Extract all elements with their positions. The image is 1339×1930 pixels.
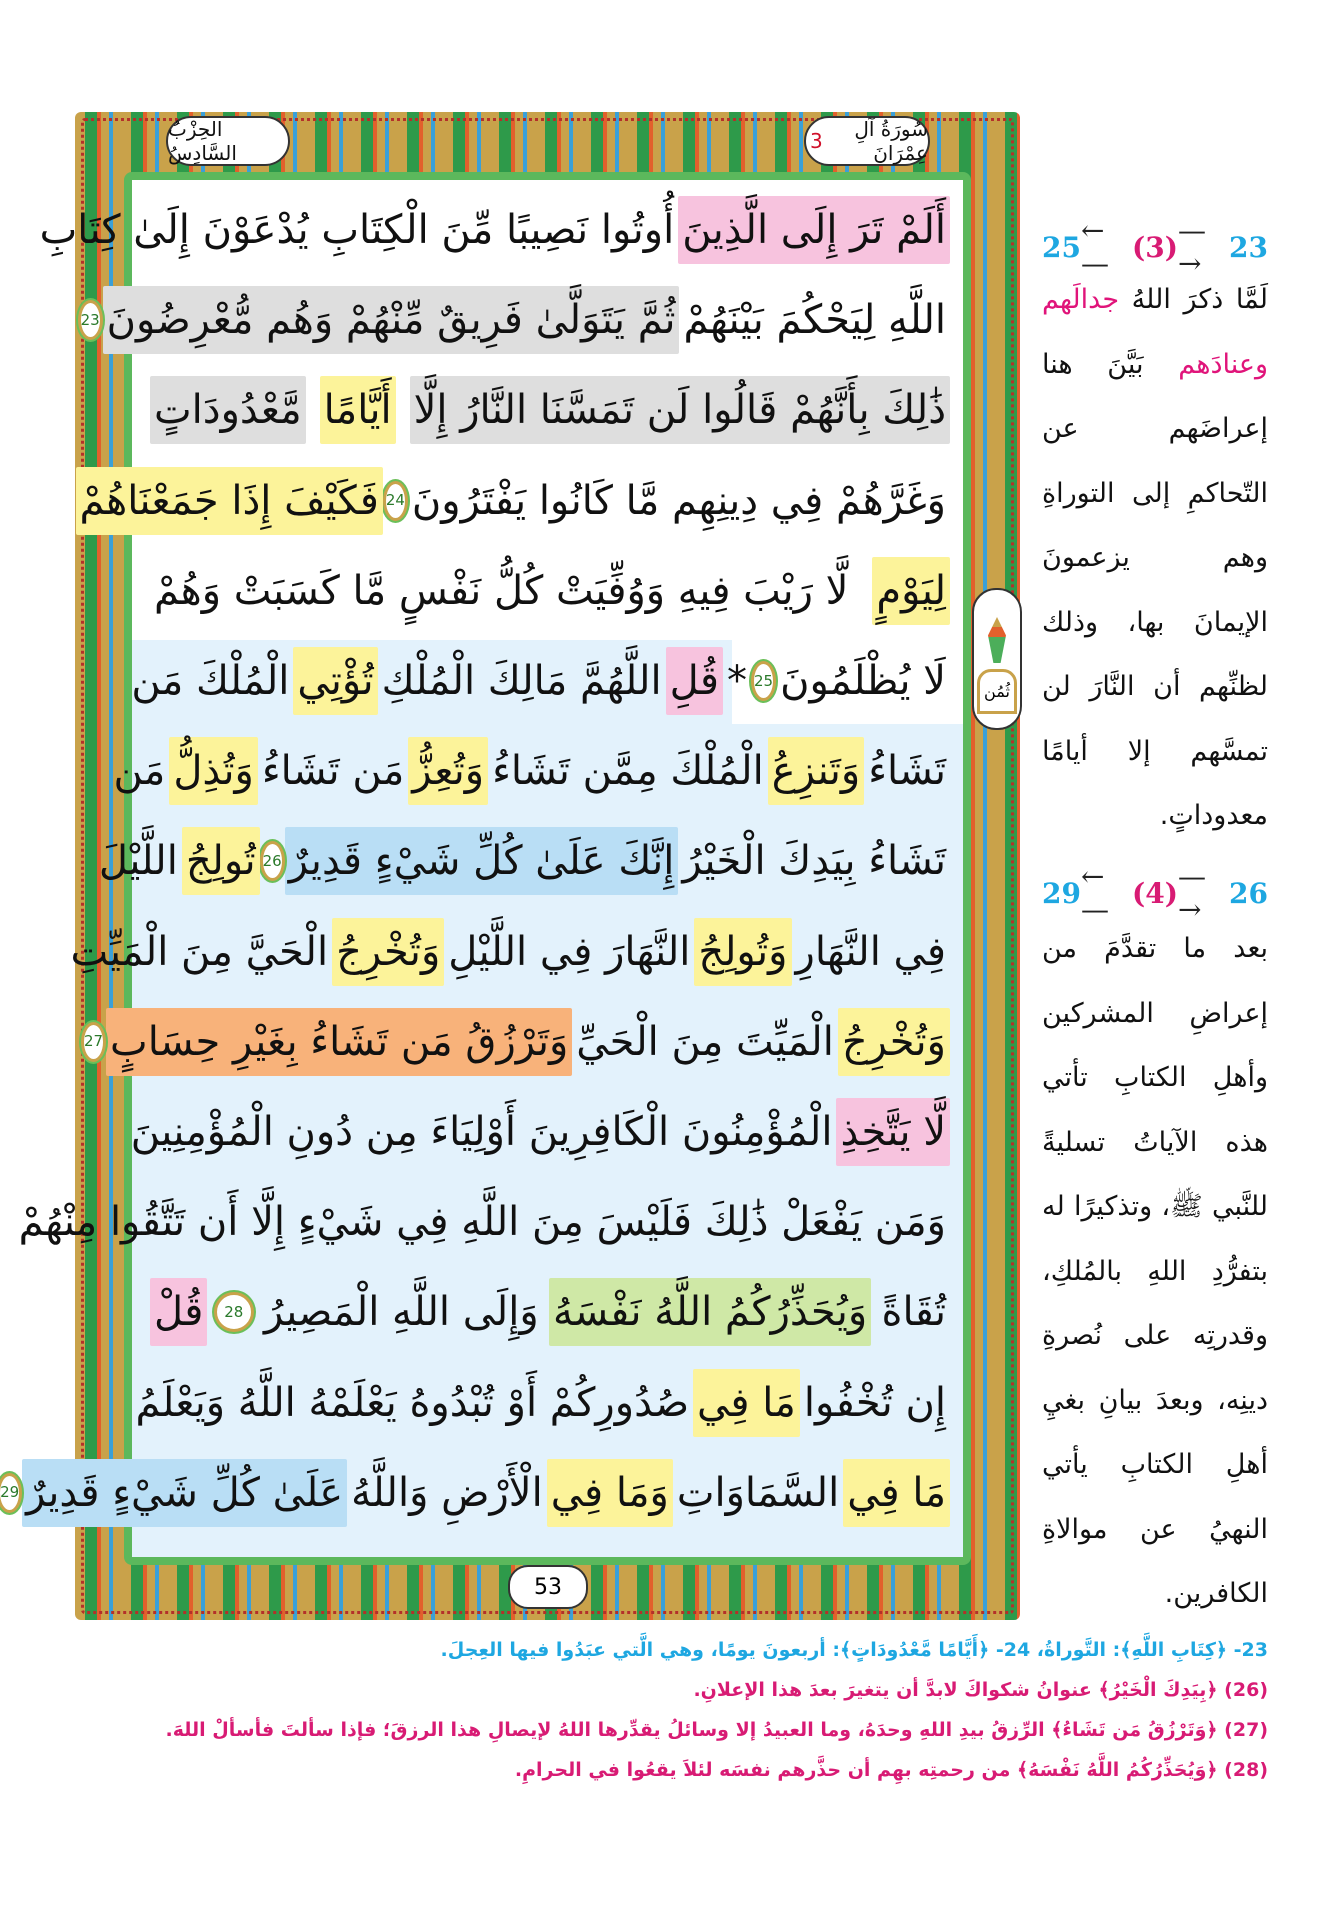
thumn-label: ثُمُن: [977, 669, 1017, 714]
tafsir-text-segment: معدوداتٍ.: [1159, 800, 1268, 831]
highlighted-phrase: أَيَّامًا: [320, 376, 396, 444]
verse-line: [18, 1177, 950, 1267]
ayah-number-marker: 26: [260, 841, 285, 881]
tafsir-line: [1042, 1240, 1268, 1305]
highlighted-phrase: وَتَنزِعُ: [768, 737, 864, 805]
footnote: (28) ﴿وَيُحَذِّرُكُمُ اللَّهُ نَفْسَهُ﴾ من رحمتِه بهِم أن حذَّرهم نفسَه لئلاَ يقعُوا في الحرامِ.: [514, 1759, 1268, 1781]
tafsir-line: [1042, 591, 1268, 656]
tafsir-line: [1042, 720, 1268, 785]
tafsir-text-segment: لَمَّا ذكرَ اللهُ: [1119, 284, 1268, 315]
verse-line: [113, 726, 950, 816]
highlighted-phrase: عَلَىٰ كُلِّ شَيْءٍ قَدِيرٌ: [22, 1459, 347, 1527]
verse-text: الْحَيَّ مِنَ الْمَيِّتِ: [70, 928, 329, 975]
tafsir-text-segment: إعراضِ المشركين: [1042, 997, 1268, 1029]
tafsir-text-segment: الكافرين.: [1164, 1578, 1268, 1609]
ayah-number-marker: 25: [751, 661, 776, 701]
highlighted-phrase: ثُمَّ يَتَوَلَّىٰ فَرِيقٌ مِّنْهُمْ وَهُم مُّعْرِضُونَ: [103, 286, 680, 354]
highlighted-phrase: ذَٰلِكَ بِأَنَّهُمْ قَالُوا لَن تَمَسَّنَا النَّارُ إِلَّا: [410, 376, 950, 444]
highlighted-phrase: قُلْ: [150, 1278, 207, 1346]
verse-text: وَغَرَّهُمْ فِي دِينِهِم مَّا كَانُوا يَفْتَرُونَ: [411, 477, 946, 524]
highlighted-phrase: وَتُذِلُّ: [169, 737, 258, 805]
highlighted-phrase: مَا فِي: [843, 1459, 950, 1527]
tafsir-line: [1042, 655, 1268, 720]
range-from: 26: [1229, 876, 1268, 910]
hizb-label: الحِزْبُ السَّادِسُ: [168, 117, 237, 165]
tafsir-text-segment: أهلِ الكتابِ يأتي: [1042, 1449, 1268, 1480]
sura-label-oval: [804, 116, 930, 166]
tafsir-line: [1042, 397, 1268, 462]
range-from: 23: [1229, 230, 1268, 264]
tafsir-text-segment: النهيُ عن موالاةِ: [1042, 1513, 1268, 1545]
footnote: (27) ﴿وَتَرْزُقُ مَن تَشَاءُ﴾ الرِّزقُ بيدِ اللهِ وحدَهُ، وما العبيدُ إلا وسائلُ يقدِّرها اللهُ لإيصالِ هذا الرزقَ؛ فإذا سألتَ فأسألْ اللهَ.: [165, 1719, 1268, 1741]
highlighted-phrase: أَلَمْ تَرَ إِلَى الَّذِينَ: [678, 196, 950, 264]
highlighted-phrase: وَتُعِزُّ: [408, 737, 488, 805]
tafsir-text-segment: بَيَّنَ هنا: [1042, 348, 1179, 380]
verse-line: [135, 1357, 950, 1447]
arrow-icon: ←—: [1080, 860, 1109, 926]
tafsir-text-segment: وقدرتِه على نُصرةِ: [1042, 1320, 1268, 1351]
range-to: 29: [1042, 876, 1081, 910]
verse-text: الْأَرْضِ وَاللَّهُ: [351, 1469, 543, 1516]
ayah-number-marker: 23: [78, 300, 103, 340]
footnote: (26) ﴿بِيَدِكَ الْخَيْرُ﴾ عنوانُ شكواكَ لابدَّ أن يتغيرَ بعدَ هذا الإعلانِ.: [693, 1679, 1268, 1701]
hizb-label-oval: [166, 116, 290, 166]
highlighted-phrase: وَتُخْرِجُ: [838, 1008, 950, 1076]
verse-text: صُدُورِكُمْ أَوْ تُبْدُوهُ يَعْلَمْهُ اللَّهُ وَيَعْلَمُ: [135, 1379, 690, 1426]
tafsir-line: [1042, 462, 1268, 527]
tafsir-text: [1042, 917, 1268, 1627]
verse-line: [39, 185, 950, 275]
verse-text: *: [727, 658, 748, 705]
verse-text: تُقَاةً: [881, 1289, 946, 1336]
highlighted-phrase: قُلِ: [666, 647, 723, 715]
highlighted-phrase: لِيَوْمٍ: [872, 557, 950, 625]
emphasized-word: جدالَهم: [1042, 284, 1120, 315]
verse-text: السَّمَاوَاتِ: [676, 1469, 840, 1516]
highlighted-phrase: فَكَيْفَ إِذَا جَمَعْنَاهُمْ: [76, 467, 383, 535]
tafsir-text-segment: دينِه، وبعدَ بيانِ بغيِ: [1042, 1384, 1268, 1416]
verse-line: [150, 365, 950, 455]
range-group: (3): [1132, 230, 1178, 264]
tafsir-text-segment: للنَّبي ﷺ، وتذكيرًا له: [1042, 1191, 1268, 1222]
tafsir-line: [1042, 982, 1268, 1047]
quran-text: [0, 185, 950, 1538]
sura-name: سُورَةُ آلِ عِمْرَانَ: [854, 117, 928, 165]
highlighted-phrase: وَيُحَذِّرُكُمُ اللَّهُ نَفْسَهُ: [549, 1278, 871, 1346]
tafsir-line: [1042, 1111, 1268, 1176]
tafsir-text-segment: وأهلِ الكتابِ تأتي: [1042, 1062, 1268, 1093]
tafsir-text-segment: بتفرُّدِ اللهِ بالمُلكِ،: [1042, 1255, 1268, 1287]
highlighted-phrase: تُولِجُ: [182, 827, 260, 895]
tafsir-text-segment: لظنِّهم أن النَّارَ لن: [1042, 671, 1268, 702]
verse-line: [130, 1087, 950, 1177]
tafsir-text-segment: وهم يزعمونَ: [1042, 542, 1268, 573]
verse-text: لَّا رَيْبَ فِيهِ وَوُفِّيَتْ كُلُّ نَفْسٍ مَّا كَسَبَتْ وَهُمْ: [154, 567, 849, 614]
tafsir-text-segment: بعد ما تقدَّمَ من: [1042, 933, 1268, 964]
tafsir-line: [1042, 268, 1268, 333]
verse-text: وَإِلَى اللَّهِ الْمَصِيرُ: [264, 1289, 539, 1336]
verse-text: فِي النَّهَارِ: [795, 928, 946, 975]
ornament-icon: [988, 617, 1006, 663]
tafsir-line: [1042, 1175, 1268, 1240]
tafsir-line: [1042, 1304, 1268, 1369]
verse-text: اللَّيْلَ: [98, 838, 178, 885]
highlighted-phrase: وَتُولِجُ: [694, 918, 791, 986]
highlighted-phrase: مَا فِي: [693, 1369, 800, 1437]
tafsir-text-segment: تمسَّهم إلا أيامًا: [1042, 735, 1268, 767]
verse-line: [98, 816, 950, 906]
verse-text: مَن تَشَاءُ: [261, 748, 405, 795]
verse-text: الْمُؤْمِنُونَ الْكَافِرِينَ أَوْلِيَاءَ مِن دُونِ الْمُؤْمِنِينَ: [130, 1108, 833, 1155]
verse-line: [83, 997, 950, 1087]
ayah-number-marker: 24: [383, 481, 408, 521]
tafsir-line: [1042, 1498, 1268, 1563]
verse-line: [150, 546, 950, 636]
verse-line: [150, 1267, 950, 1357]
highlighted-phrase: وَتَرْزُقُ مَن تَشَاءُ بِغَيْرِ حِسَابٍ: [106, 1008, 572, 1076]
verse-text: تَشَاءُ: [868, 748, 946, 795]
tafsir-text: [1042, 268, 1268, 849]
verse-text: اللَّهِ لِيَحْكُمَ بَيْنَهُمْ: [683, 297, 946, 344]
tafsir-line: [1042, 1562, 1268, 1627]
tafsir-line: [1042, 1369, 1268, 1434]
verse-text: الْمُلْكَ مَن: [131, 658, 290, 705]
tafsir-line: [1042, 784, 1268, 849]
tafsir-line: [1042, 333, 1268, 398]
range-to: 25: [1042, 230, 1081, 264]
highlighted-phrase: وَمَا فِي: [547, 1459, 673, 1527]
page-number: 53: [508, 1565, 588, 1609]
verse-text: أُوتُوا نَصِيبًا مِّنَ الْكِتَابِ يُدْعَوْنَ إِلَىٰ كِتَابِ: [39, 207, 675, 254]
verse-text: الْمَيِّتَ مِنَ الْحَيِّ: [576, 1018, 834, 1065]
tafsir-line: [1042, 1433, 1268, 1498]
footnote: 23- ﴿كِتَابِ اللَّهِ﴾: التَّوراةُ، 24- ﴿أَيَّامًا مَّعْدُودَاتٍ﴾: أربعونَ يومًا، وهي الَّتي عبَدُوا فيها العِجلَ.: [440, 1639, 1268, 1661]
highlighted-phrase: تُؤْتِي: [293, 647, 377, 715]
verse-line: [70, 907, 950, 997]
verse-text: النَّهَارَ فِي اللَّيْلِ: [448, 928, 691, 975]
ayah-number-marker: 29: [0, 1473, 22, 1513]
tafsir-line: [1042, 917, 1268, 982]
highlighted-phrase: مَّعْدُودَاتٍ: [150, 376, 306, 444]
verse-line: [131, 636, 950, 726]
arrow-icon: —→: [1177, 860, 1206, 926]
thumn-marker: [972, 588, 1022, 730]
verse-line: [0, 1448, 950, 1538]
verse-text: اللَّهُمَّ مَالِكَ الْمُلْكِ: [381, 658, 662, 705]
range-group: (4): [1132, 876, 1178, 910]
verse-text: وَمَن يَفْعَلْ ذَٰلِكَ فَلَيْسَ مِنَ اللَّهِ فِي شَيْءٍ إِلَّا أَن تَتَّقُوا مِنْهُمْ: [18, 1199, 946, 1246]
arrow-icon: ←—: [1080, 214, 1109, 280]
highlighted-phrase: لَّا يَتَّخِذِ: [836, 1098, 950, 1166]
tafsir-text-segment: هذه الآياتُ تسليةً: [1042, 1126, 1268, 1158]
highlighted-phrase: وَتُخْرِجُ: [332, 918, 444, 986]
verse-text: مَن: [113, 748, 166, 795]
ayah-number-marker: 28: [214, 1292, 254, 1332]
tafsir-text-segment: الإيمانَ بها، وذلك: [1042, 606, 1268, 638]
ayah-number-marker: 27: [81, 1022, 106, 1062]
verse-text: الْمُلْكَ مِمَّن تَشَاءُ: [492, 748, 764, 795]
tafsir-line: [1042, 526, 1268, 591]
verse-text: إِن تُخْفُوا: [803, 1379, 946, 1426]
emphasized-word: وعنادَهم: [1178, 348, 1268, 380]
verse-text: لَا يُظْلَمُونَ: [780, 658, 946, 705]
highlighted-phrase: إِنَّكَ عَلَىٰ كُلِّ شَيْءٍ قَدِيرٌ: [285, 827, 679, 895]
footnotes: [150, 1630, 1268, 1790]
verse-text: تَشَاءُ بِيَدِكَ الْخَيْرُ: [682, 838, 946, 885]
verse-line: [80, 275, 950, 365]
tafsir-text-segment: إعراضَهم عن: [1042, 413, 1268, 444]
arrow-icon: —→: [1177, 214, 1206, 280]
verse-line: [79, 456, 950, 546]
tafsir-line: [1042, 1046, 1268, 1111]
tafsir-text-segment: التّحاكمِ إلى التوراةِ: [1042, 477, 1268, 509]
sura-number: 3: [810, 129, 823, 153]
